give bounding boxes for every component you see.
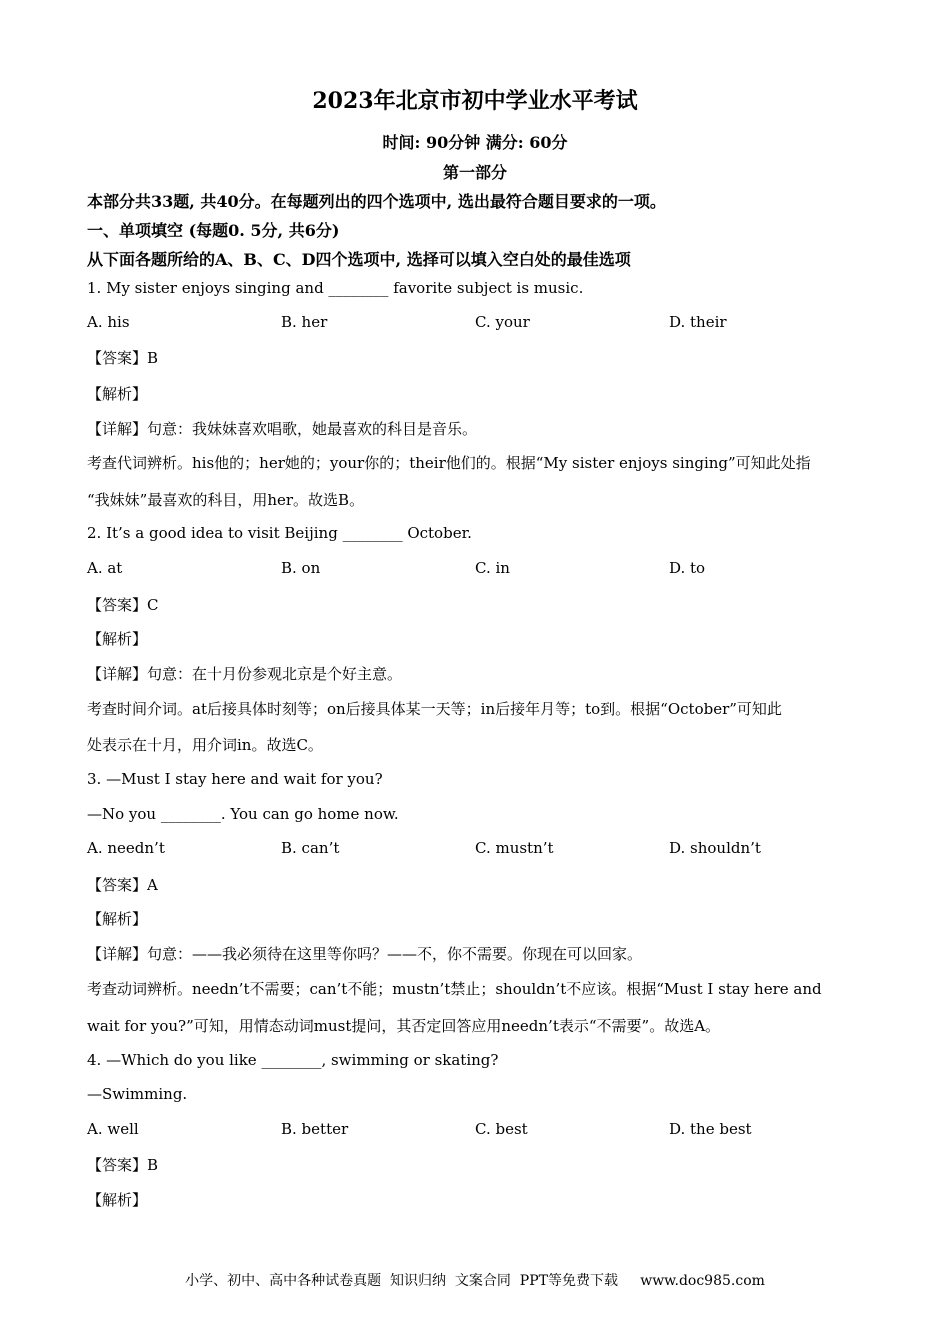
- question-4-option-a: A. well: [87, 1120, 139, 1138]
- question-2-option-a: A. at: [87, 559, 123, 577]
- question-4-option-d: D. the best: [669, 1120, 752, 1138]
- question-3-explain-line-1: 考查动词辨析。needn’t不需要；can’t不能；mustn’t禁止；shouldn’t不应该。根据“Must I stay here and: [87, 980, 822, 998]
- question-3-stem-line-1: 3. —Must I stay here and wait for you?: [87, 770, 383, 788]
- answer-label: 【答案】: [87, 349, 148, 367]
- section-intro: 从下面各题所给的A、B、C、D四个选项中, 选择可以填入空白处的最佳选项: [87, 250, 631, 269]
- question-2-stem: 2. It’s a good idea to visit Beijing ________ October.: [87, 524, 472, 542]
- question-3-stem-line-2: —No you ________. You can go home now.: [87, 805, 399, 823]
- answer-label: 【答案】: [87, 1156, 148, 1174]
- question-4-option-c: C. best: [475, 1120, 528, 1138]
- page-footer: 小学、初中、高中各种试卷真题 知识归纳 文案合同 PPT等免费下载 www.doc985.com: [185, 1273, 765, 1289]
- part-heading: 第一部分: [442, 163, 507, 182]
- question-1-detail: 【详解】句意：我妹妹喜欢唱歌，她最喜欢的科目是音乐。: [87, 420, 478, 438]
- question-1-answer: [87, 347, 158, 368]
- time-info: 时间: 90分钟 满分: 60分: [382, 133, 568, 152]
- question-4-option-b: B. better: [281, 1120, 349, 1138]
- question-4-stem-line-1: 4. —Which do you like ________, swimming or skating?: [87, 1051, 499, 1069]
- question-2-option-d: D. to: [669, 559, 706, 577]
- question-3-answer: [87, 874, 158, 895]
- question-1-option-a: A. his: [87, 313, 130, 331]
- question-2-answer: [87, 594, 159, 615]
- question-1-explain-line-2: “我妹妹”最喜欢的科目，用her。故选B。: [87, 491, 365, 509]
- question-4-analysis-label: 【解析】: [87, 1191, 148, 1209]
- question-3-detail: 【详解】句意：——我必须待在这里等你吗？——不，你不需要。你现在可以回家。: [87, 945, 643, 963]
- answer-value: A: [147, 876, 158, 894]
- answer-value: B: [147, 1156, 159, 1174]
- section-heading: 一、单项填空 (每题0. 5分, 共6分): [87, 221, 340, 240]
- question-3-option-b: B. can’t: [281, 839, 340, 857]
- question-4-answer: [87, 1154, 158, 1175]
- question-2-explain-line-2: 处表示在十月，用介词in。故选C。: [87, 736, 323, 754]
- question-3-option-c: C. mustn’t: [475, 839, 554, 857]
- question-1-option-c: C. your: [475, 313, 530, 331]
- part-intro: 本部分共33题, 共40分。在每题列出的四个选项中, 选出最符合题目要求的一项。: [87, 192, 666, 211]
- question-1-option-d: D. their: [669, 313, 727, 331]
- answer-value: C: [147, 596, 159, 614]
- question-1-stem: 1. My sister enjoys singing and ________ favorite subject is music.: [87, 279, 584, 297]
- question-1-explain-line-1: 考查代词辨析。his他的；her她的；your你的；their他们的。根据“My sister enjoys singing”可知此处指: [87, 454, 811, 472]
- question-2-detail: 【详解】句意：在十月份参观北京是个好主意。: [87, 665, 403, 683]
- question-2-explain-line-1: 考查时间介词。at后接具体时刻等；on后接具体某一天等；in后接年月等；to到。根据“October”可知此: [87, 700, 782, 718]
- question-3-option-d: D. shouldn’t: [669, 839, 761, 857]
- question-4-stem-line-2: —Swimming.: [87, 1085, 188, 1103]
- answer-label: 【答案】: [87, 596, 148, 614]
- question-1-option-b: B. her: [281, 313, 328, 331]
- question-3-option-a: A. needn’t: [87, 839, 165, 857]
- answer-value: B: [147, 349, 159, 367]
- question-2-analysis-label: 【解析】: [87, 630, 148, 648]
- page-title: 2023年北京市初中学业水平考试: [312, 88, 638, 114]
- question-1-analysis-label: 【解析】: [87, 385, 148, 403]
- question-3-explain-line-2: wait for you?”可知，用情态动词must提问，其否定回答应用needn’t表示“不需要”。故选A。: [87, 1017, 721, 1035]
- question-2-option-b: B. on: [281, 559, 321, 577]
- question-3-analysis-label: 【解析】: [87, 910, 148, 928]
- question-2-option-c: C. in: [475, 559, 510, 577]
- answer-label: 【答案】: [87, 876, 148, 894]
